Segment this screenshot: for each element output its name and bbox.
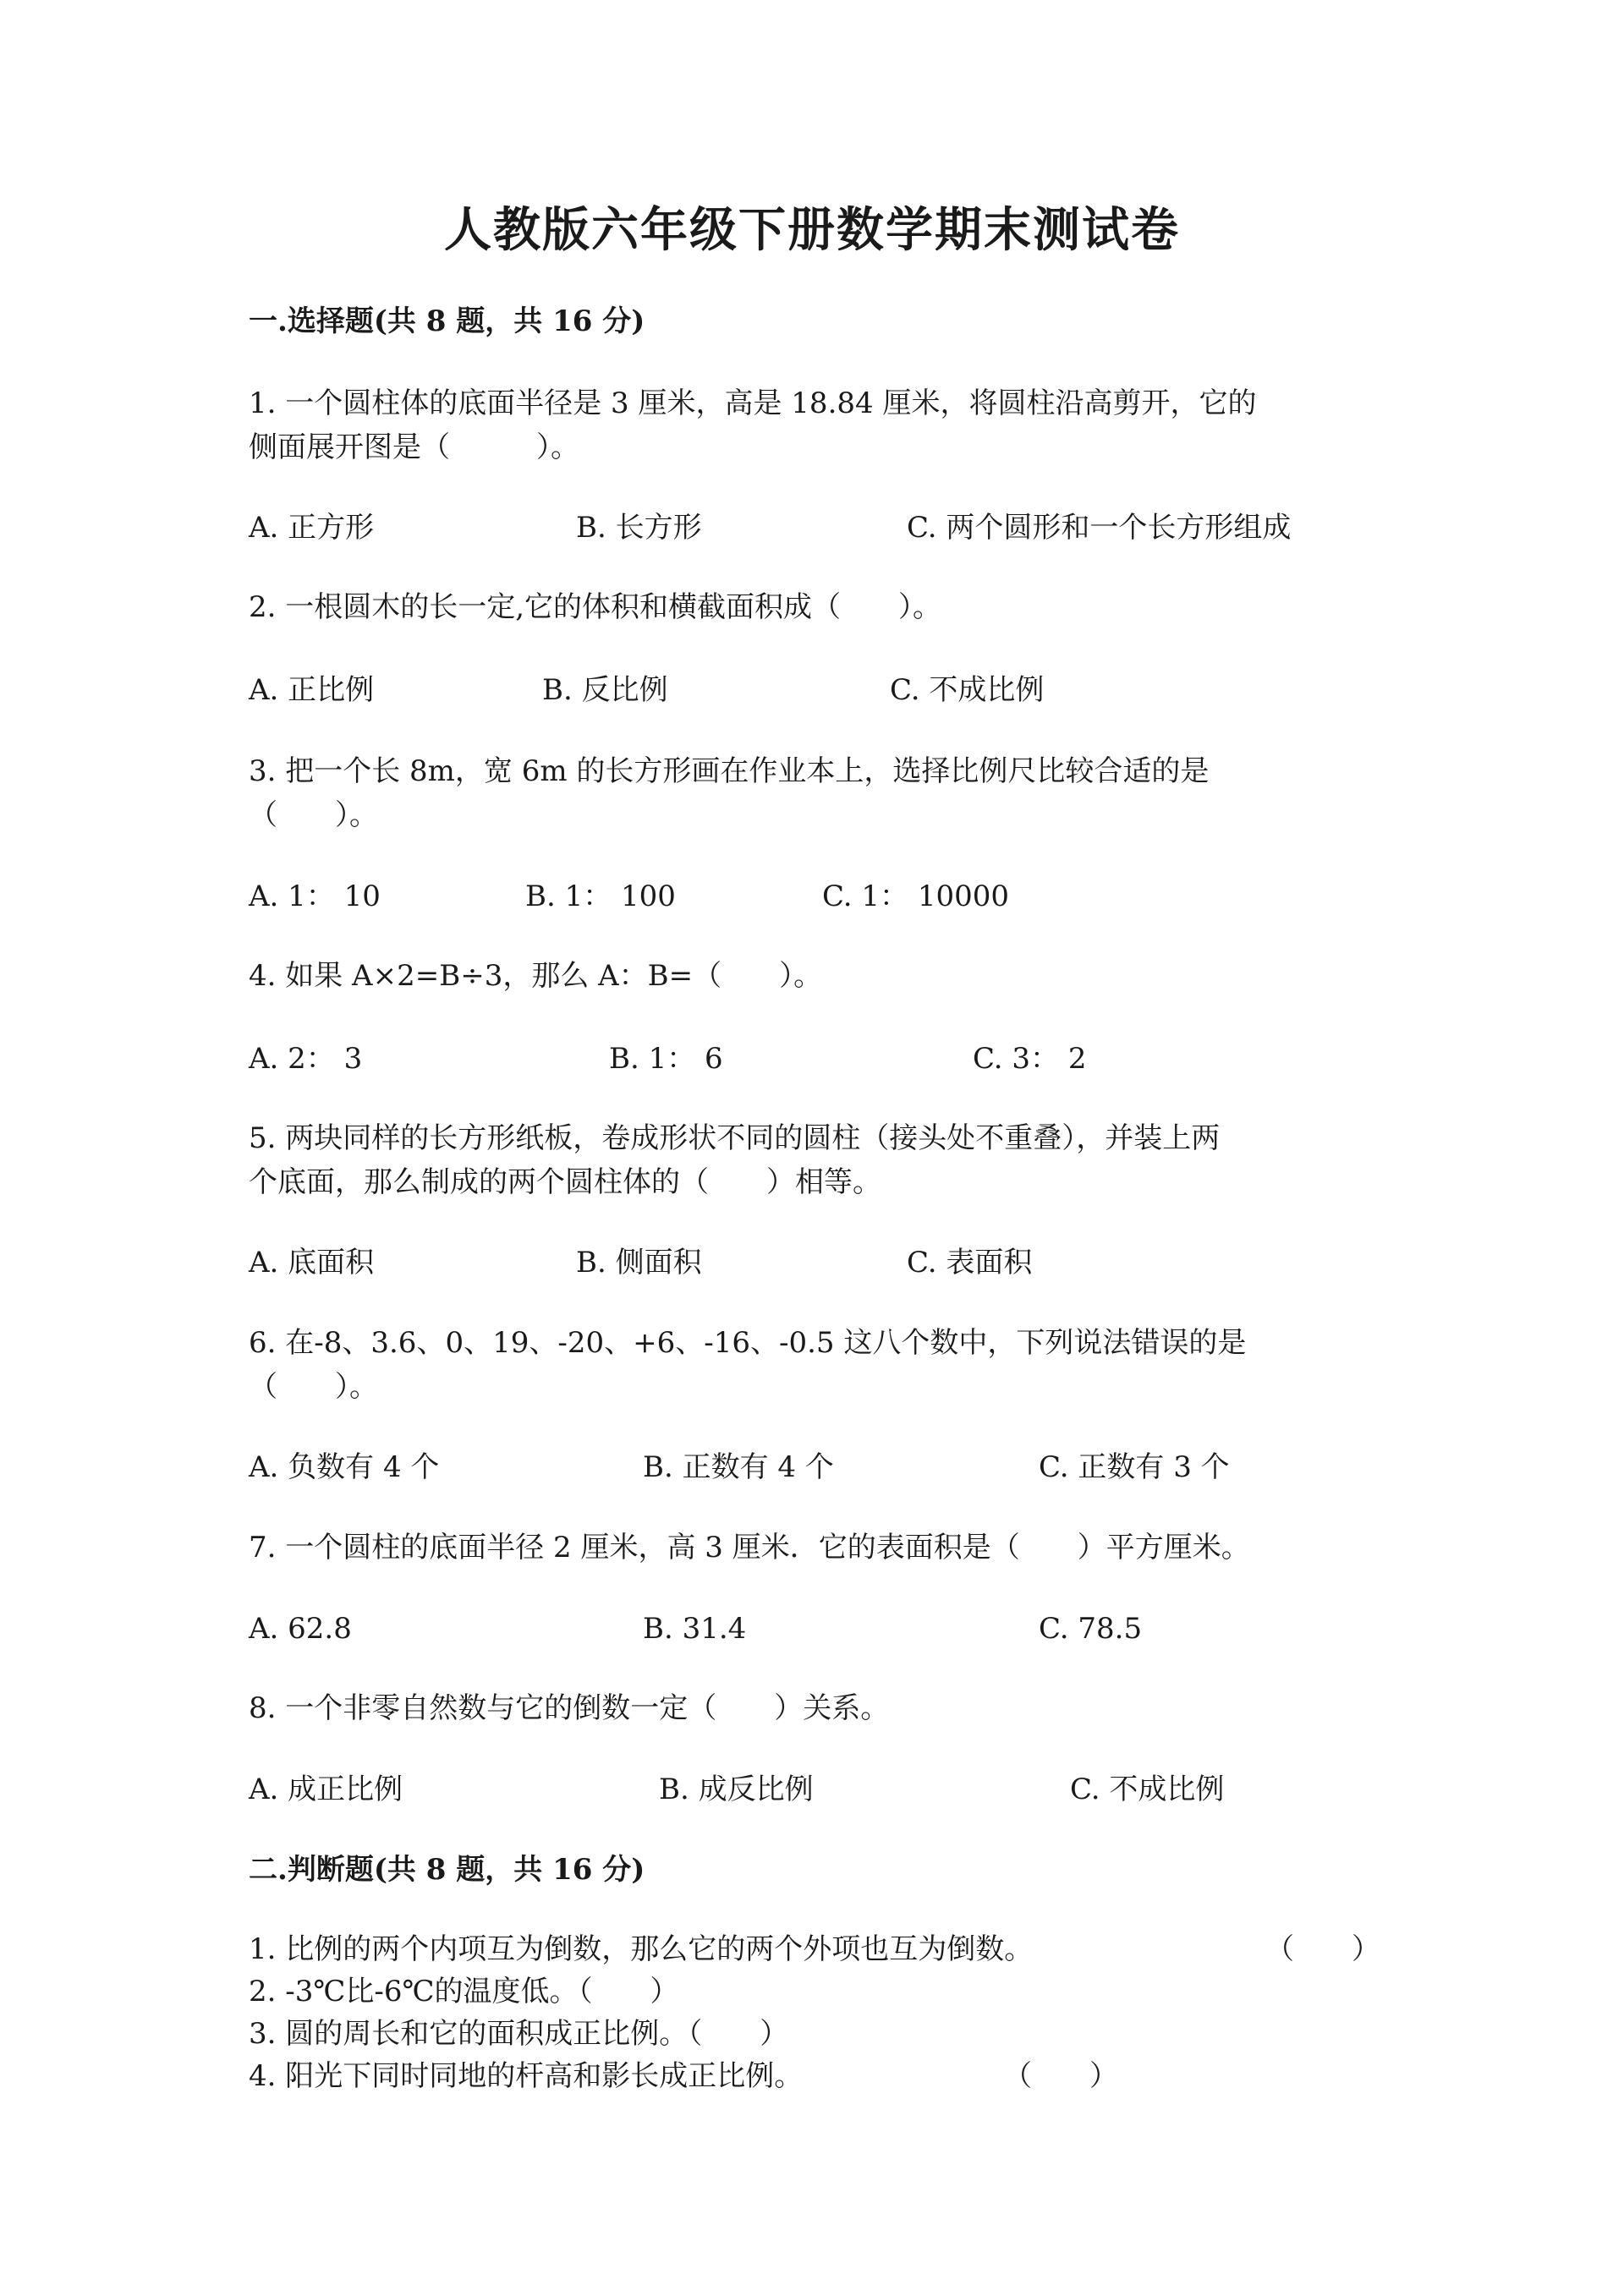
question-4-option-c[interactable]: C. 3： 2 (973, 1042, 1087, 1076)
judge-item-1: 1. 比例的两个内项互为倒数，那么它的两个外项也互为倒数。 (249, 1932, 1034, 1966)
question-6-option-c[interactable]: C. 正数有 3 个 (1039, 1450, 1230, 1484)
question-2-line-1: 2. 一根圆木的长一定,它的体积和横截面积成（ ）。 (249, 590, 942, 624)
question-8-option-b[interactable]: B. 成反比例 (659, 1773, 814, 1806)
section-header-judge: 二.判断题(共 8 题，共 16 分) (249, 1853, 645, 1887)
question-7-option-a[interactable]: A. 62.8 (249, 1612, 352, 1646)
question-4-option-a[interactable]: A. 2： 3 (249, 1042, 363, 1076)
question-2-option-a[interactable]: A. 正比例 (249, 673, 375, 707)
question-5-line-1: 5. 两块同样的长方形纸板，卷成形状不同的圆柱（接头处不重叠），并装上两 (249, 1121, 1221, 1155)
question-6-option-b[interactable]: B. 正数有 4 个 (643, 1450, 834, 1484)
judge-item-1-bracket[interactable]: （ ） (1265, 1932, 1380, 1966)
question-8-option-c[interactable]: C. 不成比例 (1070, 1773, 1225, 1806)
question-3-option-a[interactable]: A. 1： 10 (249, 879, 381, 913)
question-1-option-b[interactable]: B. 长方形 (576, 511, 702, 545)
question-3-line-2: （ ）。 (249, 798, 378, 832)
judge-item-2: 2. -3℃比-6℃的温度低。（ ） (249, 1975, 679, 2008)
question-2-option-b[interactable]: B. 反比例 (542, 673, 668, 707)
judge-item-4: 4. 阳光下同时同地的杆高和影长成正比例。 (249, 2059, 804, 2093)
question-5-option-b[interactable]: B. 侧面积 (576, 1246, 702, 1280)
question-1-line-2: 侧面展开图是（ ）。 (249, 430, 579, 464)
section-header-choice: 一.选择题(共 8 题，共 16 分) (249, 304, 645, 338)
question-4-option-b[interactable]: B. 1： 6 (609, 1042, 723, 1076)
question-3-line-1: 3. 把一个长 8m，宽 6m 的长方形画在作业本上，选择比例尺比较合适的是 (249, 754, 1210, 788)
judge-item-3: 3. 圆的周长和它的面积成正比例。（ ） (249, 2017, 789, 2051)
question-1-option-c[interactable]: C. 两个圆形和一个长方形组成 (907, 511, 1292, 545)
question-8-option-a[interactable]: A. 成正比例 (249, 1773, 403, 1806)
page-title: 人教版六年级下册数学期末测试卷 (444, 202, 1180, 258)
question-6-line-2: （ ）。 (249, 1370, 378, 1404)
question-4-line-1: 4. 如果 A×2=B÷3，那么 A：B=（ ）。 (249, 959, 823, 993)
question-5-option-c[interactable]: C. 表面积 (907, 1246, 1033, 1280)
question-5-line-2: 个底面，那么制成的两个圆柱体的（ ）相等。 (249, 1165, 881, 1199)
judge-item-4-bracket[interactable]: （ ） (1003, 2059, 1118, 2093)
question-6-line-1: 6. 在-8、3.6、0、19、-20、+6、-16、-0.5 这八个数中，下列说法错误的是 (249, 1326, 1247, 1360)
question-1-option-a[interactable]: A. 正方形 (249, 511, 375, 545)
question-7-option-b[interactable]: B. 31.4 (643, 1612, 747, 1646)
question-7-line-1: 7. 一个圆柱的底面半径 2 厘米，高 3 厘米．它的表面积是（ ）平方厘米。 (249, 1531, 1250, 1564)
question-3-option-b[interactable]: B. 1： 100 (525, 879, 676, 913)
question-8-line-1: 8. 一个非零自然数与它的倒数一定（ ）关系。 (249, 1691, 890, 1725)
question-1-line-1: 1. 一个圆柱体的底面半径是 3 厘米，高是 18.84 厘米，将圆柱沿高剪开，它的 (249, 386, 1257, 420)
question-5-option-a[interactable]: A. 底面积 (249, 1246, 375, 1280)
question-6-option-a[interactable]: A. 负数有 4 个 (249, 1450, 440, 1484)
question-3-option-c[interactable]: C. 1： 10000 (822, 879, 1010, 913)
question-2-option-c[interactable]: C. 不成比例 (890, 673, 1045, 707)
question-7-option-c[interactable]: C. 78.5 (1039, 1612, 1143, 1646)
